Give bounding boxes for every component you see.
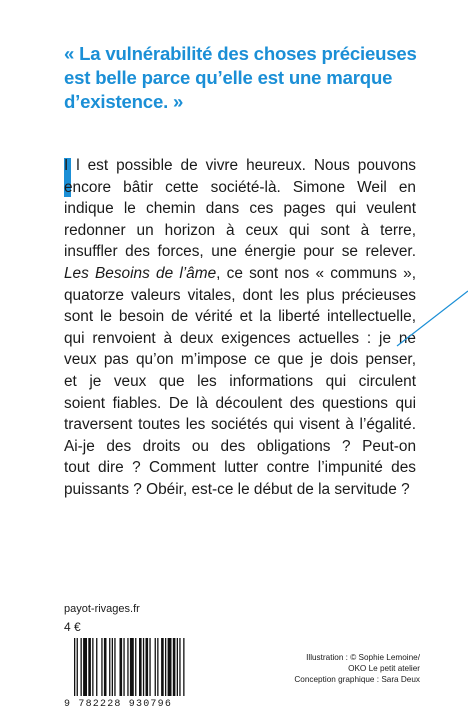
blurb-line: indique le chemin dans ces pages qui veulent: [64, 200, 416, 218]
barcode-bar: [101, 638, 102, 696]
pull-quote-line: est belle parce qu’elle est une marque: [64, 67, 393, 88]
blurb-line: et je veux que les informations qui circulent: [64, 372, 416, 390]
blurb-line: tout dire ? Comment lutter contre l’impunité des: [64, 459, 416, 477]
barcode-bar: [183, 638, 184, 696]
barcode-bar: [74, 638, 75, 696]
blurb-line: insuffler des forces, une énergie pour se relever.: [64, 243, 416, 261]
barcode-bar: [143, 638, 144, 696]
blurb-line: Ai-je des droits ou des obligations ? Peut-on: [64, 437, 416, 455]
blurb-line: encore bâtir cette société-là. Simone Weil en: [64, 178, 416, 196]
barcode-bar: [179, 638, 180, 696]
barcode-bar: [127, 638, 128, 696]
credits-line: OKO Le petit atelier: [348, 664, 420, 673]
barcode-bar: [81, 638, 82, 696]
barcode-bar: [168, 638, 172, 696]
blurb-line: quatorze valeurs vitales, dont les plus précieuses: [64, 286, 416, 304]
credits: [220, 652, 420, 685]
barcode: [64, 636, 216, 712]
barcode-bar: [161, 638, 164, 696]
barcode-bar: [123, 638, 124, 696]
barcode-bar: [146, 638, 149, 696]
publisher-url: payot-rivages.fr: [64, 603, 140, 615]
title-rest: , ce sont nos « communs »,: [216, 264, 417, 282]
blue-diagonal-line: [397, 291, 468, 346]
barcode-bar: [112, 638, 113, 696]
barcode-bar: [92, 638, 93, 696]
barcode-bar: [165, 638, 166, 696]
barcode-bar: [104, 638, 107, 696]
barcode-bar: [173, 638, 176, 696]
pull-quote-line: « La vulnérabilité des choses précieuses: [64, 43, 417, 64]
isbn-number: 9 782228 930796: [64, 699, 173, 710]
blurb-line: I l est possible de vivre heureux. Nous pouvons: [64, 157, 416, 174]
book-title: Les Besoins de l’âme: [64, 264, 217, 282]
barcode-bar: [177, 638, 178, 696]
barcode-bar: [88, 638, 91, 696]
barcode-bar: [155, 638, 156, 696]
barcode-bar: [149, 638, 150, 696]
barcode-bar: [120, 638, 123, 696]
barcode-bar: [83, 638, 87, 696]
barcode-bar: [157, 638, 158, 696]
blurb-line: redonner un horizon à ceux qui sont à terre,: [64, 221, 416, 239]
pull-quote-line: d’existence. »: [64, 91, 184, 112]
credits-line: Illustration : © Sophie Lemoine/: [306, 653, 420, 662]
barcode-bar: [130, 638, 134, 696]
blurb-line: qui renvoient à deux exigences actuelles : je ne: [64, 329, 416, 347]
credits-line: Conception graphique : Sara Deux: [294, 675, 420, 684]
blurb-line: traversent toutes les sociétés qui visent à l’égalité.: [64, 416, 416, 434]
barcode-bar: [139, 638, 142, 696]
barcode-bar: [109, 638, 110, 696]
blurb-line: puissants ? Obéir, est-ce le début de la servitude ?: [64, 480, 410, 498]
blurb-line: sont le besoin de vérité et la liberté intellectuelle,: [64, 308, 416, 326]
blurb-line: veux pas qu’on m’impose ce que je dois penser,: [64, 351, 416, 369]
price: 4 €: [64, 620, 81, 634]
barcode-bar: [114, 638, 115, 696]
barcode-bar: [135, 638, 136, 696]
blurb-line: soient fiables. De là découlent des questions qui: [64, 394, 416, 412]
barcode-bar: [77, 638, 78, 696]
barcode-bar: [96, 638, 97, 696]
